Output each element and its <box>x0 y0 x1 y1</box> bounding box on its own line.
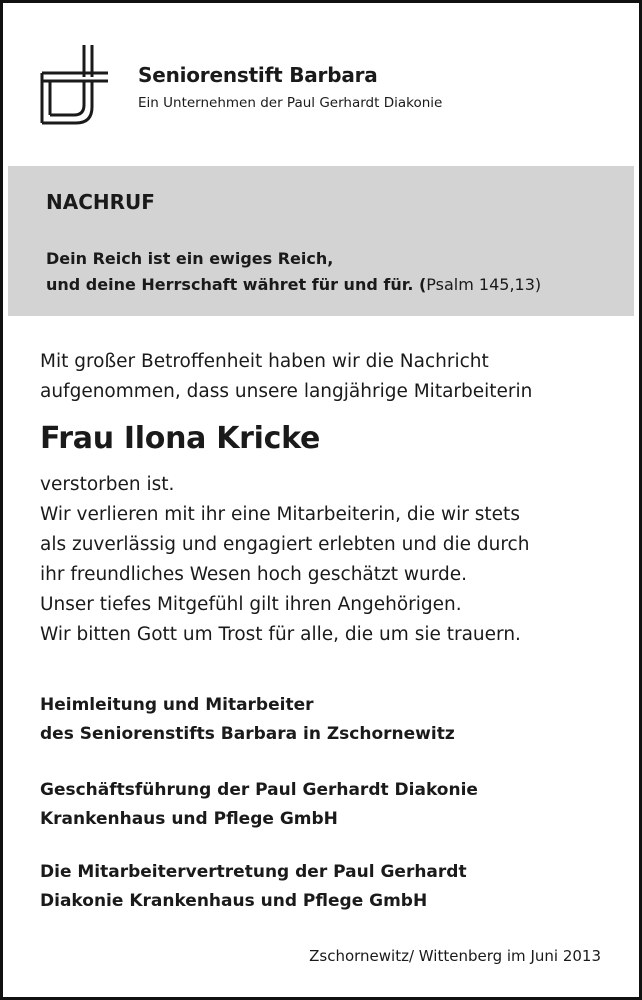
signatory-line: des Seniorenstifts Barbara in Zschornewitz <box>40 724 455 744</box>
text-line: Mit großer Betroffenheit haben wir die Nachricht <box>40 351 489 372</box>
text-line: verstorben ist. <box>40 474 175 495</box>
text-line: als zuverlässig und engagiert erlebten und die durch <box>40 534 530 555</box>
banner-title: NACHRUF <box>46 190 155 214</box>
signatory-block <box>40 691 455 749</box>
signatory-line: Heimleitung und Mitarbeiter <box>40 695 314 715</box>
quote-text: und deine Herrschaft währet für und für. ( <box>46 275 427 294</box>
signatory-line: Geschäftsführung der Paul Gerhardt Diakonie <box>40 780 478 800</box>
intro-paragraph <box>40 347 532 407</box>
quote-line: Dein Reich ist ein ewiges Reich, <box>46 249 334 268</box>
diakonie-cross-logo-icon <box>40 43 110 125</box>
text-line: aufgenommen, dass unsere langjährige Mitarbeiterin <box>40 381 533 402</box>
quote-reference: Psalm 145,13) <box>426 275 542 294</box>
quote-line <box>46 272 541 298</box>
organization-name: Seniorenstift Barbara <box>138 63 378 87</box>
place-date: Zschornewitz/ Wittenberg im Juni 2013 <box>309 947 601 965</box>
signatory-line: Diakonie Krankenhaus und Pflege GmbH <box>40 891 428 911</box>
signatory-block <box>40 776 478 834</box>
text-line: Wir verlieren mit ihr eine Mitarbeiterin, die wir stets <box>40 504 520 525</box>
text-line: ihr freundliches Wesen hoch geschätzt wurde. <box>40 564 467 585</box>
bible-quote <box>46 246 541 298</box>
signatory-line: Krankenhaus und Pflege GmbH <box>40 809 338 829</box>
main-paragraph <box>40 470 529 650</box>
text-line: Wir bitten Gott um Trost für alle, die um sie trauern. <box>40 624 521 645</box>
signatory-line: Die Mitarbeitervertretung der Paul Gerhardt <box>40 862 467 882</box>
organization-subtitle: Ein Unternehmen der Paul Gerhardt Diakonie <box>138 95 443 111</box>
obituary-banner <box>8 166 634 316</box>
signatory-block <box>40 858 467 916</box>
deceased-name: Frau Ilona Kricke <box>40 421 321 456</box>
text-line: Unser tiefes Mitgefühl gilt ihren Angehörigen. <box>40 594 462 615</box>
